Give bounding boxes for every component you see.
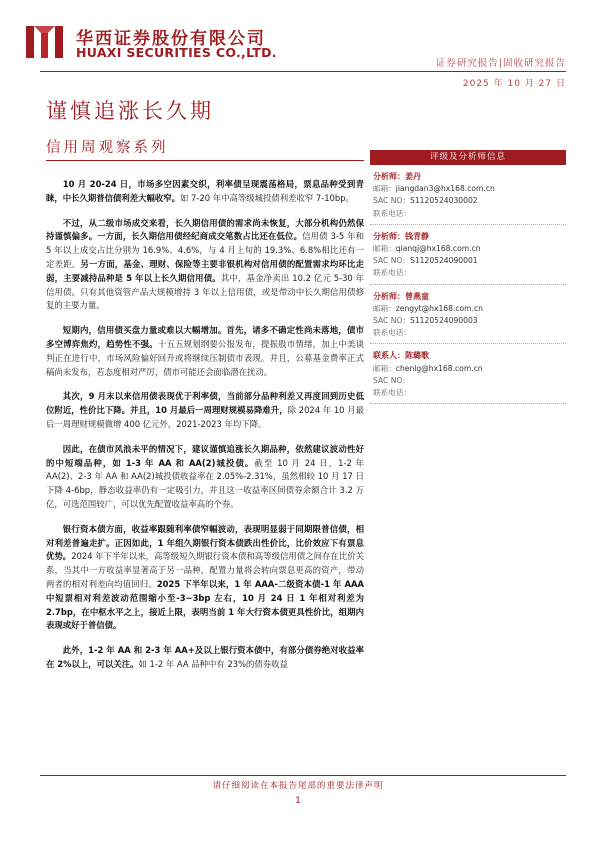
- huaxi-logo-icon: [26, 24, 66, 60]
- body-paragraph: [46, 324, 364, 379]
- analyst-email: [373, 183, 563, 195]
- analyst-sac: [373, 195, 563, 207]
- legal-disclaimer-link[interactable]: 请仔细阅读在本报告尾部的重要法律声明: [212, 781, 384, 791]
- analyst-sac-value: S1120524090003: [410, 316, 478, 326]
- company-name-cn: 华西证券股份有限公司: [76, 29, 266, 49]
- text-segment: 信用债 3-5 年和 5 年以上成交占比分别为 16.9%、4.6%，与 4 月上旬的 19.3%、6.8%相比还有一定差距。: [46, 231, 364, 269]
- analyst-sac-value: S1120524030002: [410, 196, 478, 206]
- analyst-phone-label: 联系电话：: [373, 208, 411, 218]
- analyst-name-text: 陈璐歌: [405, 351, 429, 361]
- analyst-sac: [373, 255, 563, 267]
- text-segment: 除 2024 年 10 月最后一周理财规模微增 400 亿元外，2021-2023 年均下降。: [46, 405, 364, 429]
- bold-text-segment: 短期内，信用债买盘力量或难以大幅增加。首先，诸多不确定性尚未落地，债市多空博弈焦灼，趋势性不强。: [46, 325, 364, 349]
- analyst-name: [373, 171, 563, 183]
- company-name-en: HUAXI SECURITIES CO.,LTD.: [76, 45, 277, 60]
- analyst-role: 联系人：: [373, 351, 405, 361]
- analyst-name: [373, 231, 563, 243]
- analyst-phone: [373, 327, 563, 339]
- analyst-email-value: qianqj@hx168.com.cn: [395, 244, 481, 254]
- subtitle-rule: [46, 160, 364, 161]
- body-paragraph: [46, 523, 364, 633]
- bold-text-segment: 此外，1-2 年 AA 和 2-3 年 AA+及以上银行资本债中，有部分债券绝对收益率在 2%以上，可以关注。: [46, 645, 364, 669]
- analyst-name-text: 姜丹: [405, 172, 421, 181]
- analyst-phone-label: 联系电话：: [373, 268, 411, 278]
- analyst-email-label: 邮箱：: [373, 303, 396, 313]
- analyst-card: [370, 225, 566, 285]
- analyst-name: [373, 350, 563, 362]
- body-paragraph: [46, 178, 364, 206]
- report-date: 2025 年 10 月 27 日: [462, 79, 566, 89]
- analyst-email-value: zengyt@hx168.com.cn: [395, 303, 483, 313]
- body-paragraph: [46, 390, 364, 431]
- footer-rule: [40, 775, 566, 776]
- analyst-role: 分析师：: [373, 291, 405, 301]
- analyst-phone: [373, 387, 563, 399]
- analyst-name-text: 曾燕童: [405, 291, 429, 301]
- analyst-email-label: 邮箱：: [373, 184, 396, 194]
- analyst-phone: [373, 208, 563, 220]
- analyst-email: [373, 303, 563, 315]
- bold-text-segment: 另一方面，基金、理财、保险等主要非银机构对信用债的配置需求均环比走弱，主要减持品种是 5 年以上长久期信用债。: [46, 258, 365, 283]
- analyst-sac: [373, 315, 563, 327]
- page-number: 1: [295, 796, 301, 806]
- report-type: 证券研究报告|固收研究报告: [435, 58, 566, 69]
- text-segment: 如 7-20 年中高等级城投债利差收窄 7-10bp。: [180, 192, 354, 203]
- sidebar-header: 评级及分析师信息: [370, 150, 566, 165]
- bold-text-segment: 其次，9 月末以来信用债表现优于利率债，当前部分品种利差又再度回到历史低位附近，性价比下降。并且，10 月最后一周理财规模易降难升，: [46, 391, 364, 416]
- analyst-name-text: 钱青静: [405, 231, 429, 241]
- analyst-role: 分析师：: [373, 231, 405, 241]
- analyst-card: [370, 165, 566, 225]
- analyst-email-label: 邮箱：: [373, 363, 396, 373]
- analyst-sidebar: [370, 150, 566, 404]
- analyst-phone-label: 联系电话：: [373, 328, 411, 338]
- text-segment: 如 1-2 年 AA 品种中有 23%的债券收益: [138, 658, 288, 669]
- header-rule: [40, 71, 566, 72]
- analyst-sac-label: SAC NO：: [373, 375, 410, 385]
- body-paragraph: [46, 644, 364, 672]
- bold-text-segment: 2025 下半年以来，1 年 AAA-二级资本债-1 年 AAA 中短票相对利差波动范围缩小至-3~3bp 左右，10 月 24 日 1 年相对利差为 2.7bp，在中枢水平之上，接近上限，表明当前 1 年大行资本债更具性价比，组期内表现或好于普信债。: [46, 578, 365, 631]
- analyst-email: [373, 243, 563, 255]
- body-paragraph: [46, 217, 364, 314]
- text-segment: 十五五规划纲要公报发布，提振股市情绪，加上中美谈判正在进行中，市场风险偏好回升或将继续压制债市表现。并且，公募基金费率正式稿尚未发布，若态度相对严厉，债市可能还会面临潜在扰动。: [46, 338, 365, 377]
- text-segment: 其中，基金净卖出 10.2 亿元 5-30 年信用债。只有其他资管产品大规模增持 3 年以上信用债，或是带动中长久期信用债修复的主要力量。: [46, 272, 364, 311]
- text-segment: 2024 年下半年以来，高等级短久期银行资本债和高等级信用债之间存在比价关系，当其中一方收益率显著高于另一品种，配置力量将会转向票息更高的资产，带动两者的相对利差向均值回归。: [46, 551, 364, 589]
- bold-text-segment: 因此，在债市风浪未平的情况下，建议谨慎追涨长久期品种，依然建议波动性好的中短端品种，如 1-3 年 AA 和 AA(2)城投债。: [46, 443, 364, 468]
- analyst-name: [373, 291, 563, 303]
- analyst-sac: [373, 375, 563, 387]
- analyst-sac-label: SAC NO：: [373, 256, 410, 266]
- analyst-card: [370, 285, 566, 345]
- bold-text-segment: 银行资本债方面，收益率跟随利率债窄幅波动，表现明显弱于同期限普信债，相对利差普遍走扩。正因如此，1 年组久期银行资本债跌出性价比，比价效应下有票息优势。: [46, 523, 364, 562]
- analyst-email: [373, 363, 563, 375]
- analyst-role: 分析师：: [373, 172, 405, 181]
- analyst-card: [370, 344, 566, 404]
- report-body: [46, 178, 364, 683]
- analyst-sac-label: SAC NO：: [373, 196, 410, 206]
- analyst-phone: [373, 267, 563, 279]
- analyst-sac-value: S1120524090001: [410, 256, 478, 266]
- report-subtitle: 信用周观察系列: [46, 140, 169, 156]
- analyst-sac-label: SAC NO：: [373, 316, 410, 326]
- analyst-email-value: chenlg@hx168.com.cn: [395, 363, 483, 373]
- analyst-email-value: jiangdan3@hx168.com.cn: [395, 184, 495, 194]
- report-title: 谨慎追涨长久期: [46, 99, 214, 123]
- analyst-phone-label: 联系电话：: [373, 388, 411, 398]
- bold-text-segment: 不过，从二级市场成交来看，长久期信用债的需求尚未恢复，大部分机构仍然保持谨慎偏多。一方面，长久期信用债经纪商成交笔数占比还在低位。: [46, 217, 364, 242]
- bold-text-segment: 10 月 20-24 日，市场多空因素交织，利率债呈现震荡格局，票息品种受到青睐，中长久期普信债利差大幅收窄。: [46, 179, 364, 203]
- analyst-email-label: 邮箱：: [373, 244, 396, 254]
- body-paragraph: [46, 443, 364, 512]
- text-segment: 截至 10 月 24 日，1-2 年 AA(2)、2-3 年 AA 和 AA(2)城投债收益率在 2.05%-2.31%，虽然相较 10 月 17 日下降 4-6bp，静态收益率仍有一定吸引力，并且这一收益率区间债券余额合计 3.2 万亿，可选范围较广，可以优先配置收益率高的个券。: [46, 457, 364, 509]
